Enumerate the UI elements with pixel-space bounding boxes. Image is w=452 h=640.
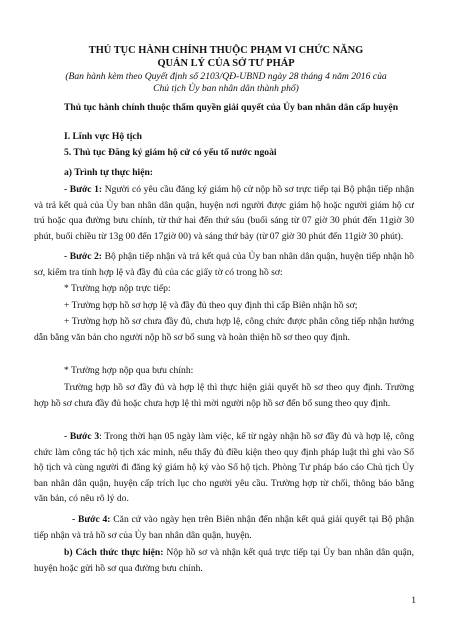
- page-number: 1: [411, 595, 416, 606]
- method-text: Nộp hồ sơ và nhận kết quả trực tiếp tại Ủy ban nhân dân quận, huyện hoặc gửi hồ sơ qua đường bưu chính.: [34, 547, 415, 574]
- step-2-text: Bộ phận tiếp nhận và trả kết quả của Ủy ban nhân dân quận, huyện tiếp nhận hồ sơ, kiểm tra tính hợp lệ và đầy đủ của các giấy tờ có trong hồ sơ:: [34, 251, 414, 278]
- step-1-label: - Bước 1:: [64, 184, 103, 195]
- method-paragraph: [34, 545, 414, 576]
- step-3-paragraph: [34, 429, 414, 507]
- section-heading: Thủ tục hành chính thuộc thẩm quyền giải quyết của Ủy ban nhân dân cấp huyện: [64, 102, 399, 113]
- procedure-heading: 5. Thủ tục Đăng ký giám hộ cử có yếu tố nước ngoài: [64, 147, 277, 158]
- subtitle-line-1: (Ban hành kèm theo Quyết định số 2103/QĐ-UBND ngày 28 tháng 4 năm 2016 của: [65, 71, 387, 82]
- field-heading: I. Lĩnh vực Hộ tịch: [64, 131, 142, 142]
- title-line-1: THỦ TỤC HÀNH CHÍNH THUỘC PHẠM VI CHỨC NĂNG: [88, 45, 364, 56]
- postal-submission-case: * Trường hợp nộp qua bưu chính:: [64, 365, 194, 376]
- step-2-label: - Bước 2:: [64, 251, 103, 262]
- steps-heading: a) Trình tự thực hiện:: [64, 167, 153, 178]
- direct-submission-case: * Trường hợp nộp trực tiếp:: [64, 283, 171, 294]
- step-3-text: : Trong thời hạn 05 ngày làm việc, kể từ ngày nhận hồ sơ đầy đủ và hợp lệ, công chức làm công tác hộ tịch xác minh, nếu thấy đủ điều kiện theo quy định pháp luật thì ghi vào Sổ hộ tịch và cùng người đi đăng ký giám hộ ký vào Sổ hộ tịch. Phòng Tư pháp báo cáo Chủ tịch Ủy ban nhân dân quận, huyện cấp trích lục cho người yêu cầu. Trường hợp từ chối, thông báo bằng văn bản, có nêu rõ lý do.: [34, 431, 414, 504]
- step-1-text: Người có yêu cầu đăng ký giám hộ cử nộp hồ sơ trực tiếp tại Bộ phận tiếp nhận và trả kết quả của Ủy ban nhân dân quận, huyện nơi người được giám hộ hoặc người giám hộ cư trú hoặc qua đường bưu chính, từ thứ hai đến thứ sáu (buổi sáng từ 07 giờ 30 phút đến 11giờ 30 phút, buổi chiều từ 13g 00 đến 17giờ 00) và sáng thứ bảy (từ 07 giờ 30 phút đến 11giờ 30 phút).: [34, 184, 414, 242]
- step-4-text: Căn cứ vào ngày hẹn trên Biên nhận đến nhận kết quả giải quyết tại Bộ phận tiếp nhận và trả hồ sơ của Ủy ban nhân dân quận, huyện.: [34, 514, 414, 541]
- document-subtitle: [40, 71, 412, 95]
- direct-invalid-case: + Trường hợp hồ sơ chưa đầy đủ, chưa hợp lệ, công chức được phân công tiếp nhận hướng dẫn bằng văn bản cho người nộp hồ sơ bổ sung và hoàn thiện hồ sơ theo quy định.: [34, 316, 414, 343]
- postal-submission-text: Trường hợp hồ sơ đầy đủ và hợp lệ thì thực hiện giải quyết hồ sơ theo quy định. Trường hợp hồ sơ chưa đầy đủ hoặc chưa hợp lệ thì mời người nộp hồ sơ đến bổ sung theo quy định.: [34, 382, 414, 409]
- direct-valid-case: + Trường hợp hồ sơ hợp lệ và đầy đủ theo quy định thì cấp Biên nhận hồ sơ;: [64, 300, 358, 311]
- method-label: b) Cách thức thực hiện:: [64, 547, 164, 558]
- document-title: [40, 44, 412, 70]
- step-1-paragraph: [34, 182, 414, 244]
- step-2-paragraph: [34, 249, 414, 280]
- step-4-paragraph: [34, 512, 414, 543]
- step-4-label: - Bước 4:: [72, 514, 111, 525]
- title-line-2: QUẢN LÝ CỦA SỞ TƯ PHÁP: [157, 58, 295, 69]
- subtitle-line-2: Chủ tịch Ủy ban nhân dân thành phố): [153, 83, 299, 94]
- step-3-label: - Bước 3: [64, 431, 100, 442]
